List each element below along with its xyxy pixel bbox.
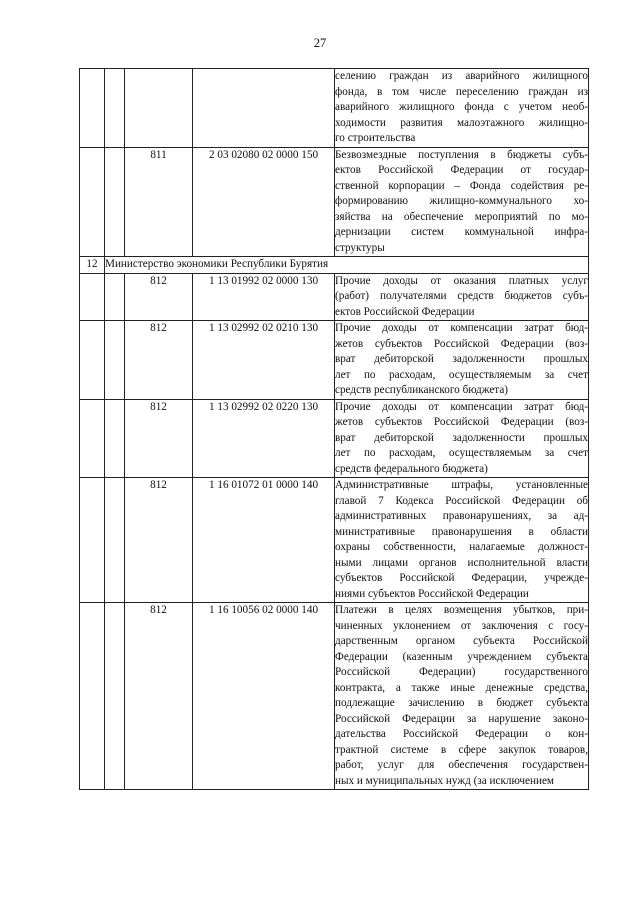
description-line: ных и муниципальных нужд (за исключением bbox=[335, 774, 555, 787]
empty-cell bbox=[105, 69, 125, 148]
description-cell bbox=[335, 478, 589, 603]
description-line: врат дебиторской задолженности прошлых bbox=[335, 353, 588, 365]
description-line: контракта, а также иные денежные средства, bbox=[335, 681, 588, 694]
description-line: дернизации систем коммунальной инфра- bbox=[335, 226, 588, 238]
description-cell bbox=[335, 273, 589, 321]
admin-code-cell: 812 bbox=[125, 321, 193, 400]
description-line: дарственным органом субъекта Российской bbox=[335, 635, 588, 647]
description-cell bbox=[335, 321, 589, 400]
description-line: Платежи в целях возмещения убытков, при- bbox=[335, 604, 588, 616]
description-line: ектов Российской Федерации bbox=[335, 305, 475, 318]
ministry-title-cell: Министерство экономики Республики Бурятия bbox=[105, 257, 589, 274]
description-line: Прочие доходы от оказания платных услуг bbox=[335, 274, 588, 287]
description-line: трактной системе в сфере закупок товаров, bbox=[335, 743, 588, 756]
admin-code-cell bbox=[125, 69, 193, 148]
row-number-cell bbox=[80, 147, 105, 257]
admin-code-cell: 811 bbox=[125, 147, 193, 257]
admin-code-cell: 812 bbox=[125, 603, 193, 790]
description-line: охраны собственности, налагаемые должност- bbox=[335, 541, 588, 553]
description-line: средств республиканского бюджета) bbox=[335, 384, 509, 396]
description-line: Российской Федерации) государственного bbox=[335, 666, 588, 678]
revenue-code-cell: 2 03 02080 02 0000 150 bbox=[193, 147, 335, 257]
admin-code-cell: 812 bbox=[125, 273, 193, 321]
row-number-cell bbox=[80, 321, 105, 400]
description-line: Российской Федерации за нарушение законо- bbox=[335, 712, 588, 725]
description-line: лет по расходам, осуществляемым за счет bbox=[335, 447, 588, 459]
table-row bbox=[80, 321, 589, 400]
description-cell bbox=[335, 69, 589, 148]
section-number-cell: 12 bbox=[80, 257, 105, 274]
empty-cell bbox=[105, 478, 125, 603]
description-line: подлежащие зачислению в бюджет субъекта bbox=[335, 697, 588, 709]
description-line: аварийного жилищного фонда с учетом необ- bbox=[335, 101, 588, 113]
revenue-code-cell bbox=[193, 69, 335, 148]
row-number-cell bbox=[80, 69, 105, 148]
description-line: Административные штрафы, установленные bbox=[335, 479, 588, 491]
description-line: Прочие доходы от компенсации затрат бюд- bbox=[335, 322, 588, 334]
table-row bbox=[80, 399, 589, 478]
empty-cell bbox=[105, 147, 125, 257]
admin-code-cell: 812 bbox=[125, 399, 193, 478]
description-line: работ, услуг для обеспечения государствен- bbox=[335, 759, 588, 771]
revenue-code-cell: 1 13 02992 02 0220 130 bbox=[193, 399, 335, 478]
revenue-codes-table bbox=[79, 68, 589, 790]
description-line: Прочие доходы от компенсации затрат бюд- bbox=[335, 400, 588, 413]
description-line: ниями субъектов Российской Федерации bbox=[335, 587, 529, 600]
description-line: жетов субъектов Российской Федерации (воз- bbox=[335, 337, 588, 350]
description-cell bbox=[335, 603, 589, 790]
description-cell bbox=[335, 399, 589, 478]
empty-cell bbox=[105, 321, 125, 400]
description-line: министративные правонарушения в области bbox=[335, 525, 588, 538]
table-row bbox=[80, 603, 589, 790]
table-row bbox=[80, 147, 589, 257]
description-line: Безвозмездные поступления в бюджеты субъ- bbox=[335, 148, 588, 161]
description-line: дательства Российской Федерации о кон- bbox=[335, 728, 588, 740]
description-line: Федерации (казенным учреждением субъекта bbox=[335, 650, 588, 663]
description-line: ходимости развития малоэтажного жилищно- bbox=[335, 116, 588, 129]
revenue-code-cell: 1 13 01992 02 0000 130 bbox=[193, 273, 335, 321]
revenue-code-cell: 1 16 01072 01 0000 140 bbox=[193, 478, 335, 603]
description-line: селению граждан из аварийного жилищного bbox=[335, 70, 588, 82]
description-line: (работ) получателями средств бюджетов субъ- bbox=[335, 290, 588, 302]
description-line: жетов субъектов Российской Федерации (воз- bbox=[335, 416, 588, 428]
row-number-cell bbox=[80, 478, 105, 603]
section-row bbox=[80, 257, 589, 274]
row-number-cell bbox=[80, 273, 105, 321]
row-number-cell bbox=[80, 603, 105, 790]
description-line: ектов Российской Федерации от государ- bbox=[335, 164, 588, 176]
empty-cell bbox=[105, 399, 125, 478]
row-number-cell bbox=[80, 399, 105, 478]
empty-cell bbox=[105, 603, 125, 790]
table-row bbox=[80, 69, 589, 148]
description-line: ственной корпорации – Фонда содействия ре- bbox=[335, 179, 588, 192]
description-line: структуры bbox=[335, 241, 385, 254]
description-line: административных правонарушениях, за ад- bbox=[335, 510, 588, 522]
description-line: субъектов Российской Федерации, учрежде- bbox=[335, 572, 588, 584]
page-number: 27 bbox=[313, 36, 327, 50]
description-line: чиненных уклонением от заключения с госу- bbox=[335, 619, 588, 632]
description-line: го строительства bbox=[335, 132, 416, 144]
description-line: лет по расходам, осуществляемым за счет bbox=[335, 368, 588, 381]
description-cell bbox=[335, 147, 589, 257]
revenue-code-cell: 1 13 02992 02 0210 130 bbox=[193, 321, 335, 400]
description-line: врат дебиторской задолженности прошлых bbox=[335, 431, 588, 444]
table-row bbox=[80, 273, 589, 321]
revenue-code-cell: 1 16 10056 02 0000 140 bbox=[193, 603, 335, 790]
description-line: ными лицами органов исполнительной власти bbox=[335, 556, 588, 569]
table-row bbox=[80, 478, 589, 603]
description-line: фонда, в том числе переселению граждан из bbox=[335, 85, 588, 98]
empty-cell bbox=[105, 273, 125, 321]
description-line: средств федерального бюджета) bbox=[335, 462, 488, 475]
description-line: зяйства на обеспечение мероприятий по мо- bbox=[335, 210, 588, 223]
admin-code-cell: 812 bbox=[125, 478, 193, 603]
description-line: формированию жилищно-коммунального хо- bbox=[335, 195, 588, 207]
description-line: главой 7 Кодекса Российской Федерации об bbox=[335, 494, 588, 507]
